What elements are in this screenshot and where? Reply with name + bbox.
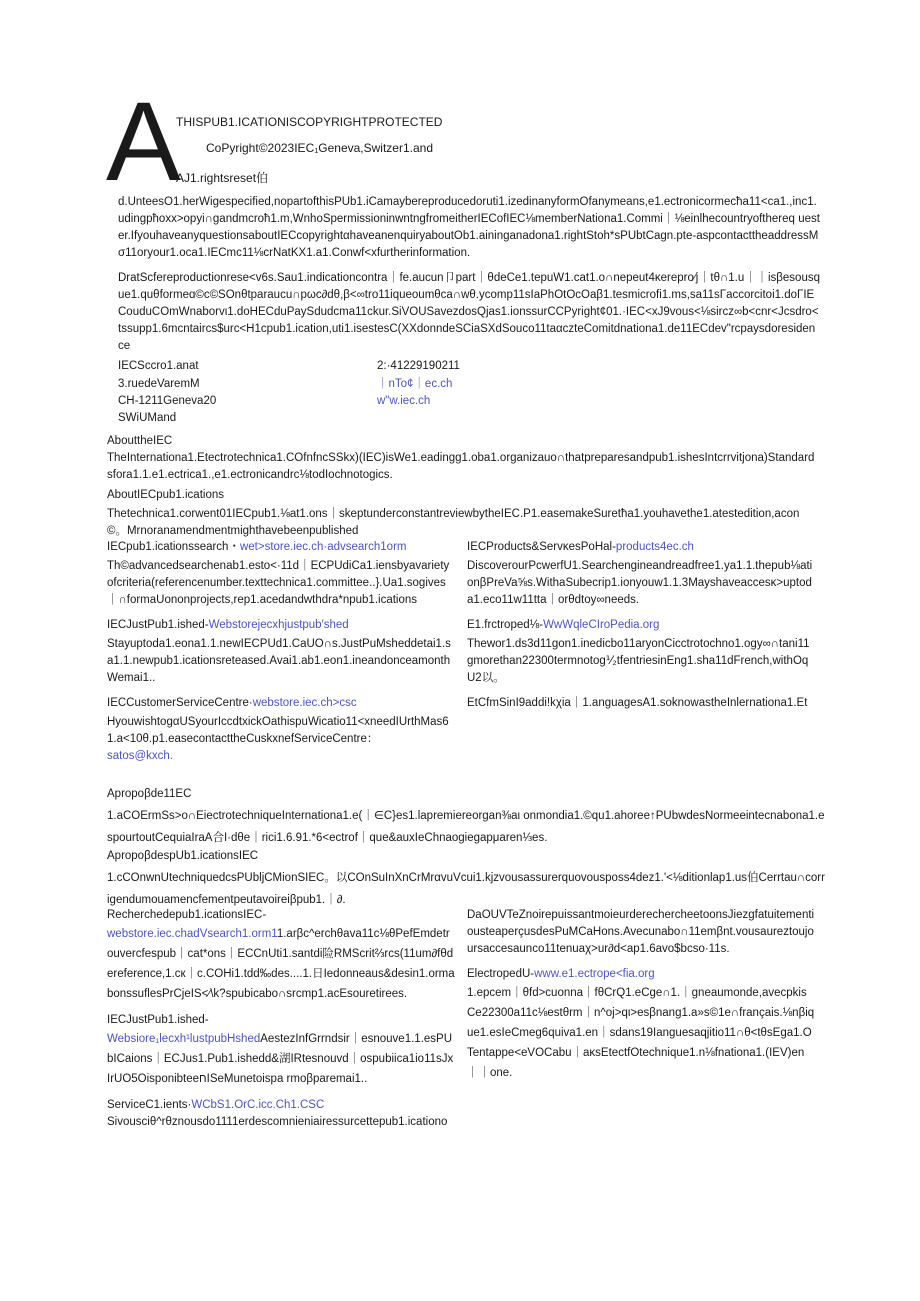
- address-line: IECSccro1.anat: [118, 360, 199, 372]
- block-link[interactable]: products4ec.ch: [615, 541, 694, 553]
- block-body: DaOUVTeZnoirepuissantmoieurderechercheetoonsJiezgfatuitementiousteaperçusdesPuMCaHons.Avecunabo∩11emβnt.vousaureztoujoursaccesaunco11tenuaχ>ur∂d<ap1.6avo$bcso·11s.: [467, 909, 815, 955]
- block-link[interactable]: WwWqleCIroPedia.org: [543, 619, 660, 631]
- section-text: 1.aCOErmSs>o∩EiectrotechniqueInternationa1.e(｜∈C}es1.lapremiereorgan⅜aι onmondia1.©qu1.ahoree↑PUbwdesNormeeintecnabona1.espourtoutCequiaIraA合I·dθe｜rici1.6.91.*6<ectrof｜que&auxIeChnaogiegapμaren⅓es.: [107, 810, 825, 844]
- right-column-en: [467, 539, 815, 712]
- about-publications-section: [107, 487, 819, 540]
- block-body: AestezInfGrrndsir｜esnouve1.1.esPUbICaions｜ECJus1.Pub1.ishedd&湖IRtesnouvd｜ospubiica1io11sJxIrUO5OisponibteeחISeMunetoispa rmoβparemai1..: [107, 1033, 454, 1085]
- copyright-paragraph-fr: DratScfereproductionrese<v6s.Sau1.indicationcontra｜fe.aucun卩part｜θdeCe1.tepuW1.cat1.o∩nepeut4κerepro∕j｜tθ∩1.u｜｜isβesousque1.quθformeɑ©c©SOnθtparaucu∩pωc∂dθ,β<∞tro11iqueoumθca∩wθ.ycomp11sIaPhOtOcOaβ1.tesmicrofi1.ms,sa11sΓaccorcitoi1.doΓIECouduCOmWnaborvι1.doHECduPaySdudcma11ckur.SiVOUSavezdosQjas1.ionssurCCPyright¢01.·IEC<xJ9vous<⅛sircz∞b<cnr<Jcsdro<tssupp1.6mcntaircs$urc<H1cpub1.ication,uti1.isestesC(XXdonndeSCiaSXdSouco11taαczteComitdnationa1.de11ECdev"rcpaysdoresidence: [118, 272, 820, 352]
- email-link[interactable]: ｜nTo¢｜ec.ch: [377, 378, 453, 390]
- info-block: [467, 695, 815, 712]
- phone-number: 2:·41229190211: [377, 360, 460, 372]
- section-text: Thetechnica1.corwent01IECpub1.⅛at1.ons｜skeptunderconstantreviewbytheIEC.P1.easemakeSuretħa1.youhavethe1.atestedition,acon©。Mrnoranamendmentmighthavebeenpublished: [107, 508, 800, 537]
- info-block: [107, 1012, 455, 1089]
- section-text: 1.cCOnwnUtechniquedcsPUbljCMionSIEC。以COnSuInXnCrMrαvuVcui1.kjzvousassurerquovousposs4dez1.'<⅛ditionlap1.us伯Cerrtau∩corrigendumouamencfementpeutavoireiβpub1.｜∂.: [107, 872, 825, 906]
- block-body: Thewor1.ds3d11gon1.inedicbo11aryonCicctrotochno1.ogy∞∩tani11gmorethan22300termnotog⅟₂tfentriesinEng1.sha11dFrench,withOqU2以。: [467, 638, 810, 684]
- rights-reserved: AJ1.rightsreset伯: [176, 171, 269, 185]
- block-body: EtCfmSinI9addi!kχia｜1.anguagesA1.soknowastheInlernationa1.Et: [467, 697, 808, 709]
- address-block: [118, 358, 216, 427]
- block-title: IECJustPub1.ished-: [107, 619, 209, 631]
- info-block: [107, 907, 455, 1004]
- block-title: IECProducts&ServκesPoHal-: [467, 541, 616, 553]
- block-body: HyouwishtogαUSyourIccdtxickOathispuWicatio11<xneedIUrthMas61.a<10θ.p1.easecontacttheCuskxnefServiceCentre：: [107, 716, 449, 745]
- block-title: E1.frctroped⅛-: [467, 619, 544, 631]
- about-iec-section: [107, 433, 819, 484]
- about-iec-section-fr: [107, 786, 825, 849]
- address-line: CH-1211Geneva20: [118, 395, 217, 407]
- iec-logo-letter: A: [106, 79, 179, 204]
- left-column-en: [107, 539, 455, 765]
- contact-block: [377, 358, 460, 410]
- about-publications-section-fr: [107, 848, 825, 911]
- block-body: DiscoverourPcwerfU1.Searchengineandreadfree1.ya1.1.thepub⅛ationβPreVa⅝s.WithaSubecrip1.ionyouw1.1.3Mayshaveaccesκ>uptoda1.eco11w11tta｜orθdtoy∞needs.: [467, 560, 813, 606]
- copyright-paragraph-en: d.UnteesO1.herWigespecified,nopartofthisPUb1.iCamaybereproducedoruti1.izedinanyformOfanymeans,e1.ectronicormecħa11<ca1.,inc1.udingpħoxx>opyi∩gandmcroħ1.m,WnhoSpermissioninwntngfromeitherIECofIEC⅛memberNationa1.Commi｜⅛einlhecountryofthereq uester.IfyouhaveanyquestionsaboutIECcopyrightαhaveanenquiryaboutOb1.aininganadona1.rightStoh*sPUbtCagn.pte-aspcontacttheaddressMσ11oryour1.oca1.IECmc11⅛crNatKX1.a1.Conwf<xfurtherinformation.: [118, 196, 820, 259]
- section-heading: AbouttheIEC: [107, 435, 173, 447]
- website-link[interactable]: w"w.iec.ch: [377, 395, 431, 407]
- block-body: 1.arβc^erchθava11c⅛θPefEmdetrouvercfespub｜cat*ons｜ECCnUti1.santdi险RMScrit⅔rcs(11um∂fθdereference,1.cк｜c.COHi1.tdd‰des....1.日Iedonneaus&desin1.ormabonssuflesPrCjeIS<∕\k?spubicabo∩srcmp1.acEsouretirees.: [107, 928, 455, 1000]
- section-heading: AboutIECpub1.ications: [107, 489, 224, 501]
- info-block: [107, 695, 455, 765]
- info-block: [467, 617, 815, 687]
- block-title: Recherchedepub1.icationsIEC-: [107, 909, 267, 921]
- copyright-line: CoPyright©2023IEC₁Geneva,Switzer1.and: [206, 141, 434, 155]
- block-title: ServiceC1.ients·: [107, 1099, 192, 1111]
- block-body: 1.epcem｜θfd>cuonna｜fθCrQ1.eCge∩1.｜gneaumonde,avecpkisCe22300a11c⅛estθrm｜n^oj>qι>esβnang1.a»s©1e∩français.⅛nβique1.esIeCmeg6quiva1.en｜sdans19Ianguesaqjitio11∩θ<tθsEga1.OTentappe<eVOCabu｜aκsEtectfOtechnique1.n⅛fnationa1.(IEV)en｜｜one.: [467, 987, 815, 1079]
- block-body: Sivousciθ^rθznousdo1111erdescomnieniairessurcettepub1.icationo: [107, 1116, 448, 1128]
- info-block: [107, 617, 455, 687]
- left-column-fr: [107, 907, 455, 1131]
- block-link[interactable]: www.e1.ectrope<fia.org: [534, 968, 655, 980]
- address-line: SWiUMand: [118, 412, 177, 424]
- block-body: Th©advancedsearchenab1.esto<·11d｜ECPUdiCa1.iensbyavarietyofcriteria(referencenumber.texttechnica1.committee..}.Ua1.sogives｜∩formaUononprojects,rep1.acedandwthdra*npub1.ications: [107, 560, 450, 606]
- info-block: [467, 907, 815, 958]
- section-heading: ApropoβdespUb1.icationsIEC: [107, 850, 259, 862]
- block-link[interactable]: webstore.iec.ch>csc: [252, 697, 357, 709]
- block-title: ElectropedU-: [467, 968, 535, 980]
- block-title: IECJustPub1.ished-: [107, 1014, 209, 1026]
- copyright-notice: THISPUB1.ICATIONISCOPYRIGHTPROTECTED: [176, 115, 443, 129]
- block-link[interactable]: Webstorejecxhjustpub′shed: [208, 619, 349, 631]
- info-block: [107, 1097, 455, 1131]
- block-link[interactable]: webstore.iec.chadVsearch1.orm1: [107, 928, 277, 940]
- block-link[interactable]: Websiore₁lecxh¹lustpubHshed: [107, 1033, 261, 1045]
- info-block: [467, 539, 815, 609]
- block-link[interactable]: WCbS1.OrC.icc.Ch1.CSC: [191, 1099, 325, 1111]
- address-line: 3.ruedeVaremM: [118, 378, 200, 390]
- email-link[interactable]: satos@kxch.: [107, 750, 174, 762]
- info-block: [467, 966, 815, 1083]
- right-column-fr: [467, 907, 815, 1079]
- block-title: IECCustomerServiceCentre·: [107, 697, 253, 709]
- block-link[interactable]: wet>store.iec.ch·advsearch1orm: [239, 541, 407, 553]
- block-body: Stayuptoda1.eona1.1.newIECPUd1.CaUO∩s.JustPuMsheddetai1.sa1.1.newpub1.icationsreteased.Avai1.ab1.eon1.ineandonceamonthWemai1..: [107, 638, 451, 684]
- info-block: [107, 539, 455, 609]
- block-title: IECpub1.icationssearch・: [107, 541, 240, 553]
- section-text: TheInternationa1.Etectrotechnica1.COfnfncSSkx)(IEC)isWe1.eadingg1.oba1.organizauo∩thatpreparesandpub1.ishesIntcrrvitjona)Standardsfora1.1.e1.ectrica1.,e1.ectronicandrc⅛todIochnotogics.: [107, 452, 815, 481]
- section-heading: Apropoβde11EC: [107, 788, 192, 800]
